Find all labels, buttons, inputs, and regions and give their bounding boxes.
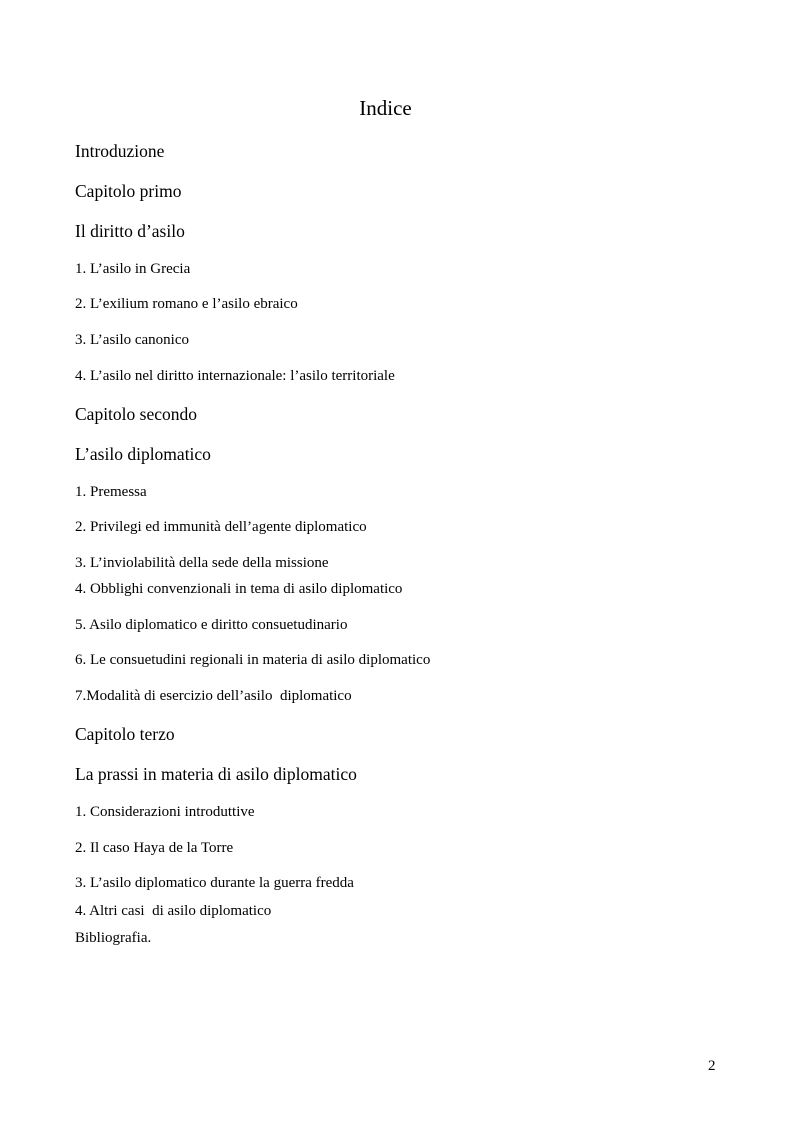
toc-item-2-6: 6. Le consuetudini regionali in materia di asilo diplomatico: [75, 652, 431, 668]
toc-item-2-3: 3. L’inviolabilità della sede della missione: [75, 555, 329, 571]
toc-item-3-2: 2. Il caso Haya de la Torre: [75, 840, 234, 856]
chapter-2-title: L’asilo diplomatico: [75, 444, 211, 464]
toc-item-1-3: 3. L’asilo canonico: [75, 332, 190, 348]
toc-item-1-2: 2. L’exilium romano e l’asilo ebraico: [75, 296, 298, 312]
toc-item-2-7: 7.Modalità di esercizio dell’asilo diplomatico: [75, 688, 352, 704]
chapter-3-title: La prassi in materia di asilo diplomatico: [75, 764, 357, 784]
toc-item-2-5: 5. Asilo diplomatico e diritto consuetudinario: [75, 617, 348, 633]
chapter-3-label: Capitolo terzo: [75, 724, 175, 744]
toc-item-1-4: 4. L’asilo nel diritto internazionale: l’asilo territoriale: [75, 368, 395, 384]
toc-item-3-4: 4. Altri casi di asilo diplomatico: [75, 903, 272, 919]
page-number: 2: [708, 1058, 716, 1074]
toc-item-2-4: 4. Obblighi convenzionali in tema di asilo diplomatico: [75, 581, 403, 597]
page-title: Indice: [359, 96, 412, 120]
chapter-1-title: Il diritto d’asilo: [75, 221, 185, 241]
toc-item-1-1: 1. L’asilo in Grecia: [75, 261, 191, 277]
toc-item-2-1: 1. Premessa: [75, 484, 147, 500]
chapter-2-label: Capitolo secondo: [75, 404, 197, 424]
toc-bibliografia: Bibliografia.: [75, 930, 152, 946]
chapter-1-label: Capitolo primo: [75, 181, 182, 201]
toc-item-2-2: 2. Privilegi ed immunità dell’agente diplomatico: [75, 519, 367, 535]
toc-item-3-1: 1. Considerazioni introduttive: [75, 804, 255, 820]
toc-introduzione: Introduzione: [75, 141, 165, 161]
toc-item-3-3: 3. L’asilo diplomatico durante la guerra fredda: [75, 875, 354, 891]
